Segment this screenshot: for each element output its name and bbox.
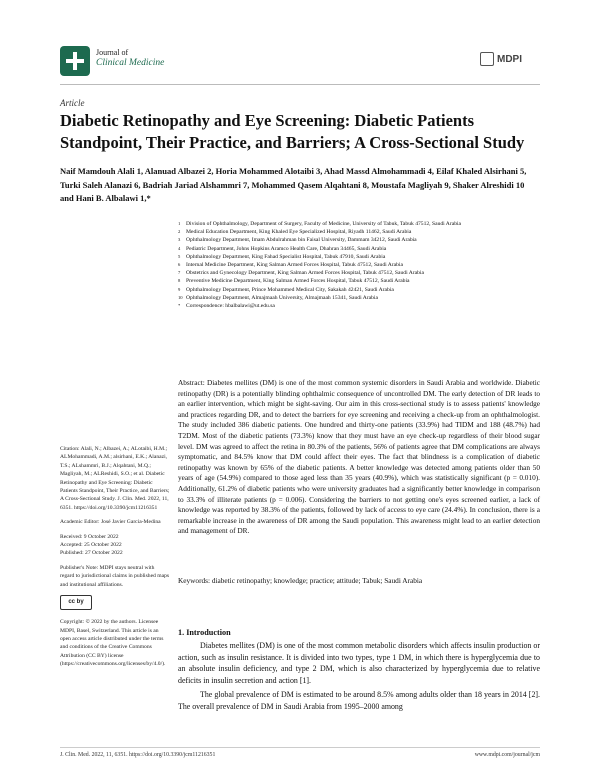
affiliation-number: 5 xyxy=(178,253,181,259)
affiliation-item xyxy=(178,220,538,228)
affiliation-number: 4 xyxy=(178,245,181,251)
mdpi-mark-icon xyxy=(480,52,494,66)
affiliation-text: Ophthalmology Department, Imam Abdulrahman bin Faisal University, Dammam 34212, Saudi Arabia xyxy=(186,237,417,244)
affiliation-item xyxy=(178,261,538,269)
copyright: Copyright: © 2022 by the authors. Licensee MDPI, Basel, Switzerland. This article is an open access article distributed under the terms and conditions of the Creative Commons Attribution (CC BY) license (https://creativecommons.org/licenses/by/4.0/). xyxy=(60,619,166,668)
affiliation-number: 7 xyxy=(178,270,181,276)
affiliation-number: 9 xyxy=(178,286,181,292)
affiliation-text: Ophthalmology Department, Prince Mohammed Medical City, Sakakah 42421, Saudi Arabia xyxy=(186,286,394,293)
affiliation-text: Internal Medicine Department, King Salman Armed Forces Hospital, Tabuk 47512, Saudi Arabia xyxy=(186,262,403,269)
paragraph: The global prevalence of DM is estimated to be around 8.5% among adults older than 18 years in 2014 [2]. The overall prevalence of DM in Saudi Arabia from 1995–2000 among xyxy=(178,690,540,711)
affiliation-item xyxy=(178,245,538,253)
sidebar xyxy=(60,445,170,675)
cc-label: cc by xyxy=(68,599,84,606)
affiliation-number: * xyxy=(178,303,181,309)
footer-journal-link[interactable]: www.mdpi.com/journal/jcm xyxy=(474,752,540,758)
affiliation-text: Preventive Medicine Department, King Salman Armed Forces Hospital, Tabuk 47512, Saudi Arabia xyxy=(186,278,410,285)
affiliation-item xyxy=(178,269,538,277)
journal-logo-icon xyxy=(60,46,90,76)
affiliation-item xyxy=(178,236,538,244)
footer xyxy=(60,752,540,758)
header-divider xyxy=(60,84,540,85)
article-title: Diabetic Retinopathy and Eye Screening: Diabetic Patients Standpoint, Their Practice, and Barriers; A Cross-Sectional Study xyxy=(60,111,525,152)
affiliation-text: Obstetrics and Gynecology Department, King Salman Armed Forces Hospital, Tabuk 47512, Saudi Arabia xyxy=(186,270,424,277)
journal-name-line2: Clinical Medicine xyxy=(96,58,165,68)
keywords: Keywords: diabetic retinopathy; knowledge; practice; attitude; Tabuk; Saudi Arabia xyxy=(178,576,423,585)
affiliation-number: 2 xyxy=(178,229,181,235)
accepted-date: Accepted: 25 October 2022 xyxy=(60,542,122,549)
affiliation-item xyxy=(178,302,538,310)
affiliation-item xyxy=(178,228,538,236)
journal-name-line1: Journal of xyxy=(96,48,129,57)
affiliation-item xyxy=(178,253,538,261)
publisher-logo xyxy=(480,52,522,66)
journal-logo xyxy=(60,46,90,76)
publisher-note: Publisher's Note: MDPI stays neutral with regard to jurisdictional claims in published maps and institutional affiliations. xyxy=(60,564,170,588)
footer-divider xyxy=(60,747,540,748)
affiliation-item xyxy=(178,294,538,302)
article-type: Article xyxy=(60,98,85,108)
affiliations xyxy=(178,220,538,310)
section-heading: 1. Introduction xyxy=(178,628,231,637)
footer-citation[interactable]: J. Clin. Med. 2022, 11, 6351. https://doi.org/10.3390/jcm11216351 xyxy=(60,752,216,758)
affiliation-item xyxy=(178,286,538,294)
publisher-name: MDPI xyxy=(497,53,522,65)
paragraph: Diabetes mellites (DM) is one of the most common metabolic disorders which affects insulin production or action, such as insulin resistance. It is divided into two types, type 1 DM, in which there is hyperglycemia due to an absolute insulin deficiency, and type 2 DM, which is also characterized by hyperglycemia due to relative deficits in insulin secretion and action [1]. xyxy=(178,641,540,685)
affiliation-number: 6 xyxy=(178,262,181,268)
affiliation-text: Ophthalmology Department, King Fahad Specialist Hospital, Tabuk 47910, Saudi Arabia xyxy=(186,253,386,260)
affiliation-text: Pediatric Department, Johns Hopkins Aramco Health Care, Dhahran 34465, Saudi Arabia xyxy=(186,245,387,252)
affiliation-text: Ophthalmology Department, Almajmaah University, Almajmaah 15341, Saudi Arabia xyxy=(186,294,378,301)
author-list: Naif Mamdouh Alali 1, Alanuad Albazei 2, Horia Mohammed Alotaibi 3, Ahad Massd Almohammadi 4, Eilaf Khaled Alsirhani 5, Turki Saleh Alanazi 6, Badriah Jariad Alshammri 7, Mohammed Qasem Alqahtani 8, Moustafa Magliyah 9, Shaker Alreshidi 10 and Hani B. Albalawi 1,* xyxy=(60,166,527,203)
academic-editor: Academic Editor: José Javier Garcia-Medina xyxy=(60,519,161,526)
affiliation-number: 1 xyxy=(178,221,181,226)
received-date: Received: 9 October 2022 xyxy=(60,533,119,540)
journal-name xyxy=(96,48,164,68)
section-body xyxy=(178,640,540,716)
affiliation-text: Medical Education Department, King Khaled Eye Specialized Hospital, Riyadh 11462, Saudi Arabia xyxy=(186,229,412,236)
affiliation-text: Division of Ophthalmology, Department of Surgery, Faculty of Medicine, University of Tabuk, Tabuk 47512, Saudi Arabia xyxy=(186,221,462,227)
affiliation-number: 8 xyxy=(178,278,181,284)
affiliation-text: Correspondence: hbalbalawi@ut.edu.sa xyxy=(186,303,275,310)
cc-by-badge[interactable] xyxy=(60,595,92,610)
citation: Citation: Alali, N.; Albazei, A.; ALotaibi, H.M.; ALMohammadi, A.M.; alsirhani, E.K.; Alanazi, T.S.; ALshammri, B.J.; Alqahtani, M.Q.; Magliyah, M.; ALReshidi, S.O.; et al. Diabetic Retinopathy and Eye Screening: Diabetic Patients Standpoint, Their Practice, and Barriers; A Cross-Sectional Study. J. Clin. Med. 2022, 11, 6351. https://doi.org/10.3390/jcm11216351 xyxy=(60,446,170,511)
published-date: Published: 27 October 2022 xyxy=(60,550,123,557)
affiliation-item xyxy=(178,277,538,285)
abstract: Abstract: Diabetes mellites (DM) is one of the most common systemic disorders in Saudi Arabia and worldwide. Diabetic retinopathy (DR) is a potentially blinding ophthalmic consequence of uncontrolled DM. The early detection of DR leads to an earlier intervention, which might be sight-saving. Our aim in this cross-sectional study is to assess patients' knowledge and practices regarding DR, and to detect the barriers for eye screening and receiving a check-up from an ophthalmologist. The study included 386 diabetic patients. One hundred and thirty-one patients (33.9%) had TIDM and 188 (48.7%) had T2DM. Most of the diabetic patients (73.3%) know that they must have an eye check-up regardless of their blood sugar level. DM was agreed to affect the retina in 80.3% of the patients, 56% of patients agree that DM complications are always symptomatic, and 84.5% know that DM could affect their eyes. The fact that blindness is a complication of diabetic retinopathy was known by 65% of the diabetic patients. A better knowledge was detected among patients older than 50 years of age (54.9%) compared to those aged less than 35 years (40.9%), which was statistically significant (p = 0.010). Additionally, 61.2% of diabetic patients who were university graduates had a significantly better knowledge in comparison to 33.3% of illiterate patients (p = 0.006). Considering the barriers to not getting one's eyes screened earlier, a lack of knowledge was reported by 38.3% of the patients, followed by lack of access to eye care (24.4%). In conclusion, there is a remarkable increase in the awareness of DR among the Saudi population. This awareness might lead to an earlier detection and management of DR. xyxy=(178,378,540,536)
affiliation-number: 3 xyxy=(178,237,181,243)
affiliation-number: 10 xyxy=(178,294,183,300)
